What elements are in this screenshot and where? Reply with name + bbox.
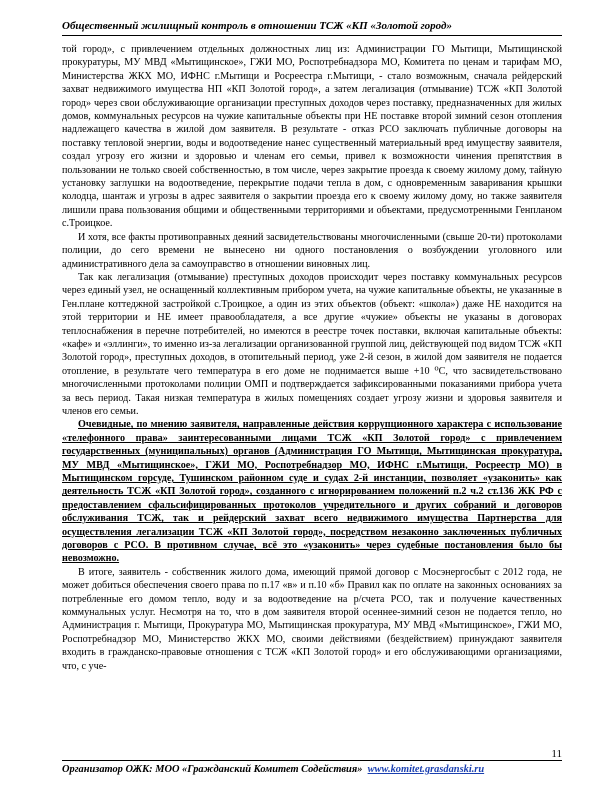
- document-body: [62, 43, 562, 703]
- paragraph-3: Так как легализация (отмывание) преступных доходов происходит через поставку коммунальных ресурсов через единый узел, не оснащенный коллективным прибором учета, на чужие капитальные объекты, не указанные в Ген.плане коттеджной застройкой с.Троицкое, а один из этих объектов (объект: «школа») даже НЕ находится на этой территории и НЕ имеет правообладателя, а все другие «чужие» объекты не указаны в договорах теплоснабжения в перечне потребителей, но имеются в реестре точек поставки, включая капитальные объекты: «кафе» и «эллинги», то именно из-за легализации организованной группой лиц, действующей под видом ТСЖ «КП Золотой город», преступных доходов, в отопительный период, уже 2-й сезон, в жилой дом заявителя не подается отопление, в результате чего температура в его доме не поднимается выше +10 ⁰С, что засвидетельствовано многочисленными протоколами полиции ОМП и подтверждается зафиксированными показаниями прибора учета за весь период. Такая низкая температура в жилых помещениях создает угрозу жизни и здоровья заявителя и членов его семьи.: [62, 271, 562, 417]
- footer-divider: [62, 760, 562, 761]
- paragraph-5: В итоге, заявитель - собственник жилого дома, имеющий прямой договор с Мосэнергосбыт с 2012 года, не может добиться обеспечения своего права по п.17 «в» и п.10 «б» Правил как по оплате на законных основаниях за потребленные его домом тепло, воду и за водоотведение на р/счета РСО, так и получение качественных коммунальных услуг. Несмотря на то, что в дом заявителя второй осеннее-зимний сезон не подается тепло, но Администрация г. Мытищи, Прокуратура МО, Мытищинская прокуратура, МУ МВД «Мытищинское», ГЖИ МО, Роспотребнадзор МО, Министерство ЖКХ МО, своими действиями (бездействием) принуждают заявителя входить в гражданско-правовые отношения с ТСЖ «КП Золотой город» и его обслуживающими организациями, что, с уче-: [62, 566, 562, 672]
- page-footer: [62, 764, 562, 775]
- page-number: 11: [551, 748, 562, 760]
- header-divider: [62, 35, 562, 36]
- page-header-title: Общественный жилищный контроль в отношении ТСЖ «КП «Золотой город»: [62, 20, 452, 32]
- footer-website-link[interactable]: www.komitet.grasdanski.ru: [367, 764, 485, 775]
- paragraph-2: И хотя, все факты противоправных деяний засвидетельствованы многочисленными (свыше 20-ти) протоколами полиции, до сего времени не вынесено ни одного постановления о возбуждении уголовного или административного дела за самоуправство в отношении виновных лиц.: [62, 231, 562, 270]
- footer-organizer-text: Организатор ОЖК: МОО «Гражданский Комитет Содействия»: [62, 764, 363, 775]
- paragraph-4-highlighted: Очевидные, по мнению заявителя, направленные действия коррупционного характера с использование «телефонного права» заинтересованными лицами ТСЖ «КП Золотой город» с привлечением государственных (муниципальных) органов (Администрация ГО Мытищи, Мытищинская прокуратура, МУ МВД «Мытищинское», ГЖИ МО, Роспотребнадзор МО, ИФНС г.Мытищи, Росреестр МО) в Мытищинском горсуде, Тушинском районном суде и судах 2-й инстанции, позволяет «узаконить» как деятельность ТСЖ «КП Золотой город», созданного с игнорированием положений п.2 ч.2 ст.136 ЖК РФ с предоставлением сфальсифицированных протоколов учредительного и других собраний и договоров обслуживания ТСЖ, так и рейдерский захват всего недвижимого имущества Партнерства для осуществления легализации ТСЖ «КП Золотой город», посредством незаконно заключенных публичных договоров с РСО. В противном случае, всё это «узаконить» через судебные постановления было бы невозможно.: [62, 419, 562, 565]
- paragraph-1: той город», с привлечением отдельных должностных лиц из: Администрации ГО Мытищи, Мытищинской прокуратуры, МУ МВД «Мытищинское», ГЖИ МО, Роспотребнадзора МО, Комитета по ценам и тарифам МО, Министерства ЖКХ МО, ИФНС г.Мытищи и Росреестра г.Мытищи, - стало возможным, сначала рейдерский захват недвижимого имущества НП «КП Золотой город», а затем легализация (отмывание) ТСЖ «КП Золотой город» через свои обслуживающие организации преступных доходов через поставку, предназначенных для жилых домов, коммунальных ресурсов на чужие капитальные объекты при НЕ поставке второй зимний сезон отопления надлежащего качества в жилой дом заявителя. В результате - отказ РСО заключать публичные договоры на поставку тепловой энергии, воды и водоотведение нанес существенный материальный вред имуществу заявителя, создал угрозу его жизни и здоровью и членам его семьи, привел к возможности чинения препятствия в пользовании не только своей собственностью, в том числе, через закрытие проезда к своему жилому дому, тайную установку заглушки на водоотведение, перекрытие подачи тепла в дом, с одновременным заваривания крышки колодца, шантаж и угрозы в адрес заявителя о закрытии проезда его к своему жилому дому, но также заявителя лишили права пользования общими и общественными территориями и объектами, предусмотренными Генпланом с.Троицкое.: [62, 44, 562, 230]
